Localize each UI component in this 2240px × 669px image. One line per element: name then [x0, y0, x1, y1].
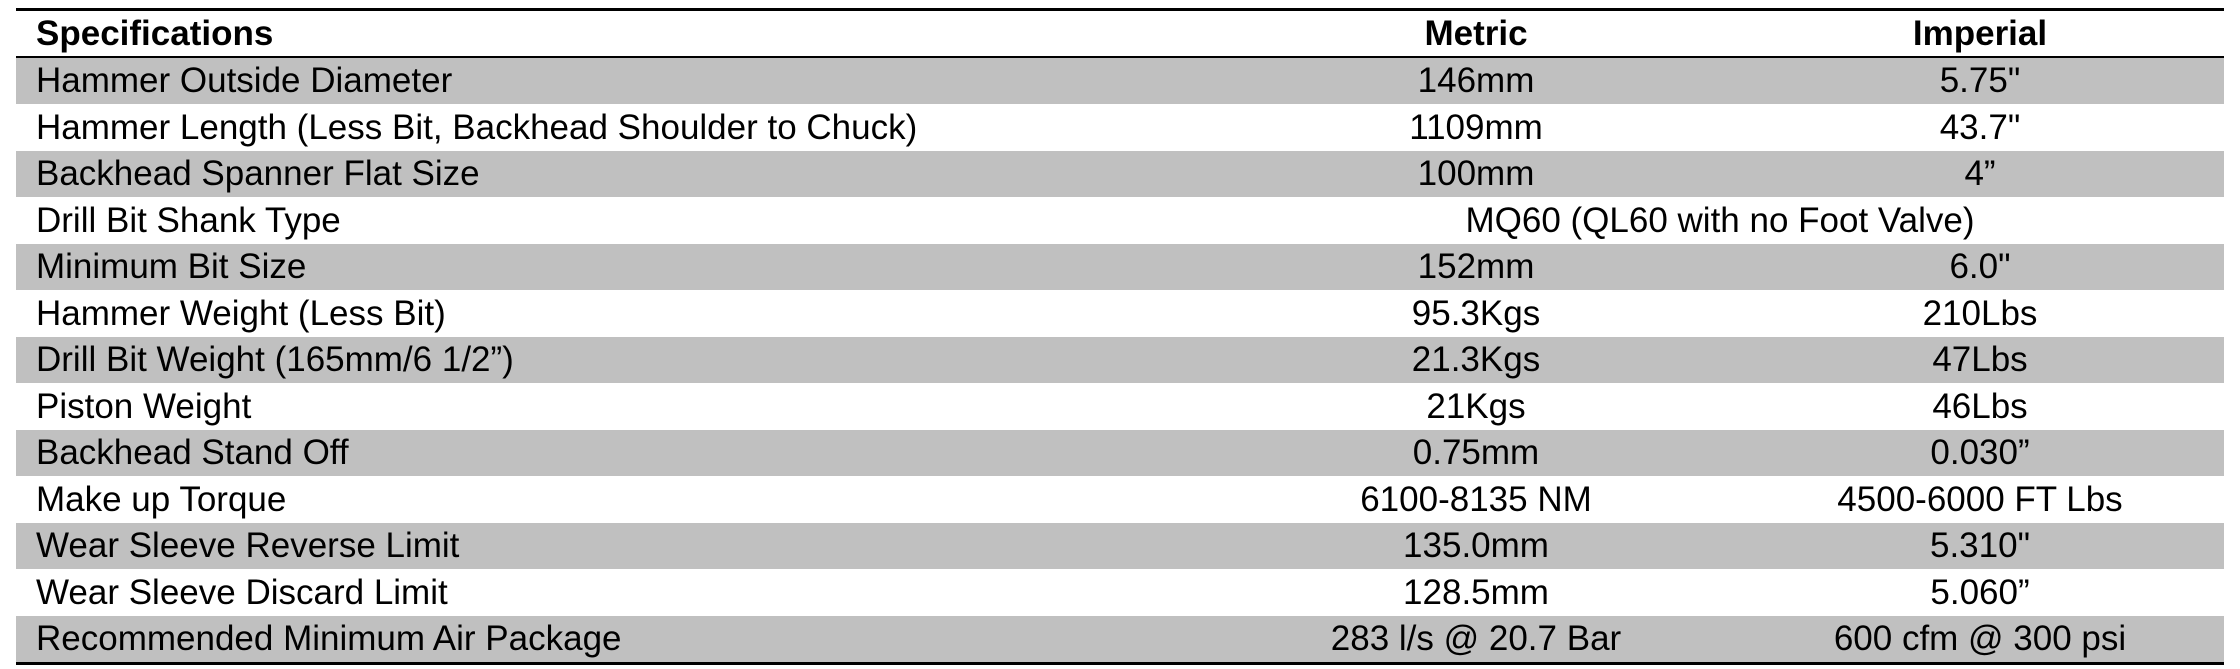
table-row [16, 290, 2224, 337]
metric-value: 6100-8135 NM [1216, 476, 1736, 523]
imperial-value: 5.75" [1736, 57, 2224, 104]
metric-value: 0.75mm [1216, 430, 1736, 477]
specifications-table [16, 8, 2224, 665]
metric-value: 21Kgs [1216, 383, 1736, 430]
metric-value: 95.3Kgs [1216, 290, 1736, 337]
imperial-value: 5.310" [1736, 523, 2224, 570]
table-body [16, 57, 2224, 663]
table-row [16, 151, 2224, 198]
table-row [16, 337, 2224, 384]
table-row [16, 197, 2224, 244]
spec-name: Hammer Outside Diameter [16, 57, 1216, 104]
imperial-value: 6.0" [1736, 244, 2224, 291]
imperial-value: 4” [1736, 151, 2224, 198]
metric-value: 135.0mm [1216, 523, 1736, 570]
table-row [16, 523, 2224, 570]
metric-value: 152mm [1216, 244, 1736, 291]
spec-name: Make up Torque [16, 476, 1216, 523]
header-metric: Metric [1216, 10, 1736, 58]
spec-name: Hammer Length (Less Bit, Backhead Shoulder to Chuck) [16, 104, 1216, 151]
merged-value: MQ60 (QL60 with no Foot Valve) [1216, 197, 2224, 244]
spec-name: Hammer Weight (Less Bit) [16, 290, 1216, 337]
table-row [16, 57, 2224, 104]
spec-name: Wear Sleeve Reverse Limit [16, 523, 1216, 570]
imperial-value: 47Lbs [1736, 337, 2224, 384]
metric-value: 146mm [1216, 57, 1736, 104]
table-row [16, 569, 2224, 616]
imperial-value: 4500-6000 FT Lbs [1736, 476, 2224, 523]
header-imperial: Imperial [1736, 10, 2224, 58]
imperial-value: 0.030” [1736, 430, 2224, 477]
spec-name: Drill Bit Weight (165mm/6 1/2”) [16, 337, 1216, 384]
table-row [16, 616, 2224, 664]
spec-name: Backhead Spanner Flat Size [16, 151, 1216, 198]
imperial-value: 46Lbs [1736, 383, 2224, 430]
table-row [16, 383, 2224, 430]
imperial-value: 5.060” [1736, 569, 2224, 616]
metric-value: 100mm [1216, 151, 1736, 198]
imperial-value: 43.7" [1736, 104, 2224, 151]
table-header [16, 10, 2224, 58]
spec-name: Piston Weight [16, 383, 1216, 430]
header-row [16, 10, 2224, 58]
header-specifications: Specifications [16, 10, 1216, 58]
metric-value: 128.5mm [1216, 569, 1736, 616]
spec-name: Backhead Stand Off [16, 430, 1216, 477]
imperial-value: 600 cfm @ 300 psi [1736, 616, 2224, 664]
spec-name: Minimum Bit Size [16, 244, 1216, 291]
spec-name: Wear Sleeve Discard Limit [16, 569, 1216, 616]
imperial-value: 210Lbs [1736, 290, 2224, 337]
table-row [16, 104, 2224, 151]
metric-value: 283 l/s @ 20.7 Bar [1216, 616, 1736, 664]
table-row [16, 430, 2224, 477]
spec-name: Drill Bit Shank Type [16, 197, 1216, 244]
table-row [16, 476, 2224, 523]
table-row [16, 244, 2224, 291]
metric-value: 21.3Kgs [1216, 337, 1736, 384]
metric-value: 1109mm [1216, 104, 1736, 151]
spec-name: Recommended Minimum Air Package [16, 616, 1216, 664]
